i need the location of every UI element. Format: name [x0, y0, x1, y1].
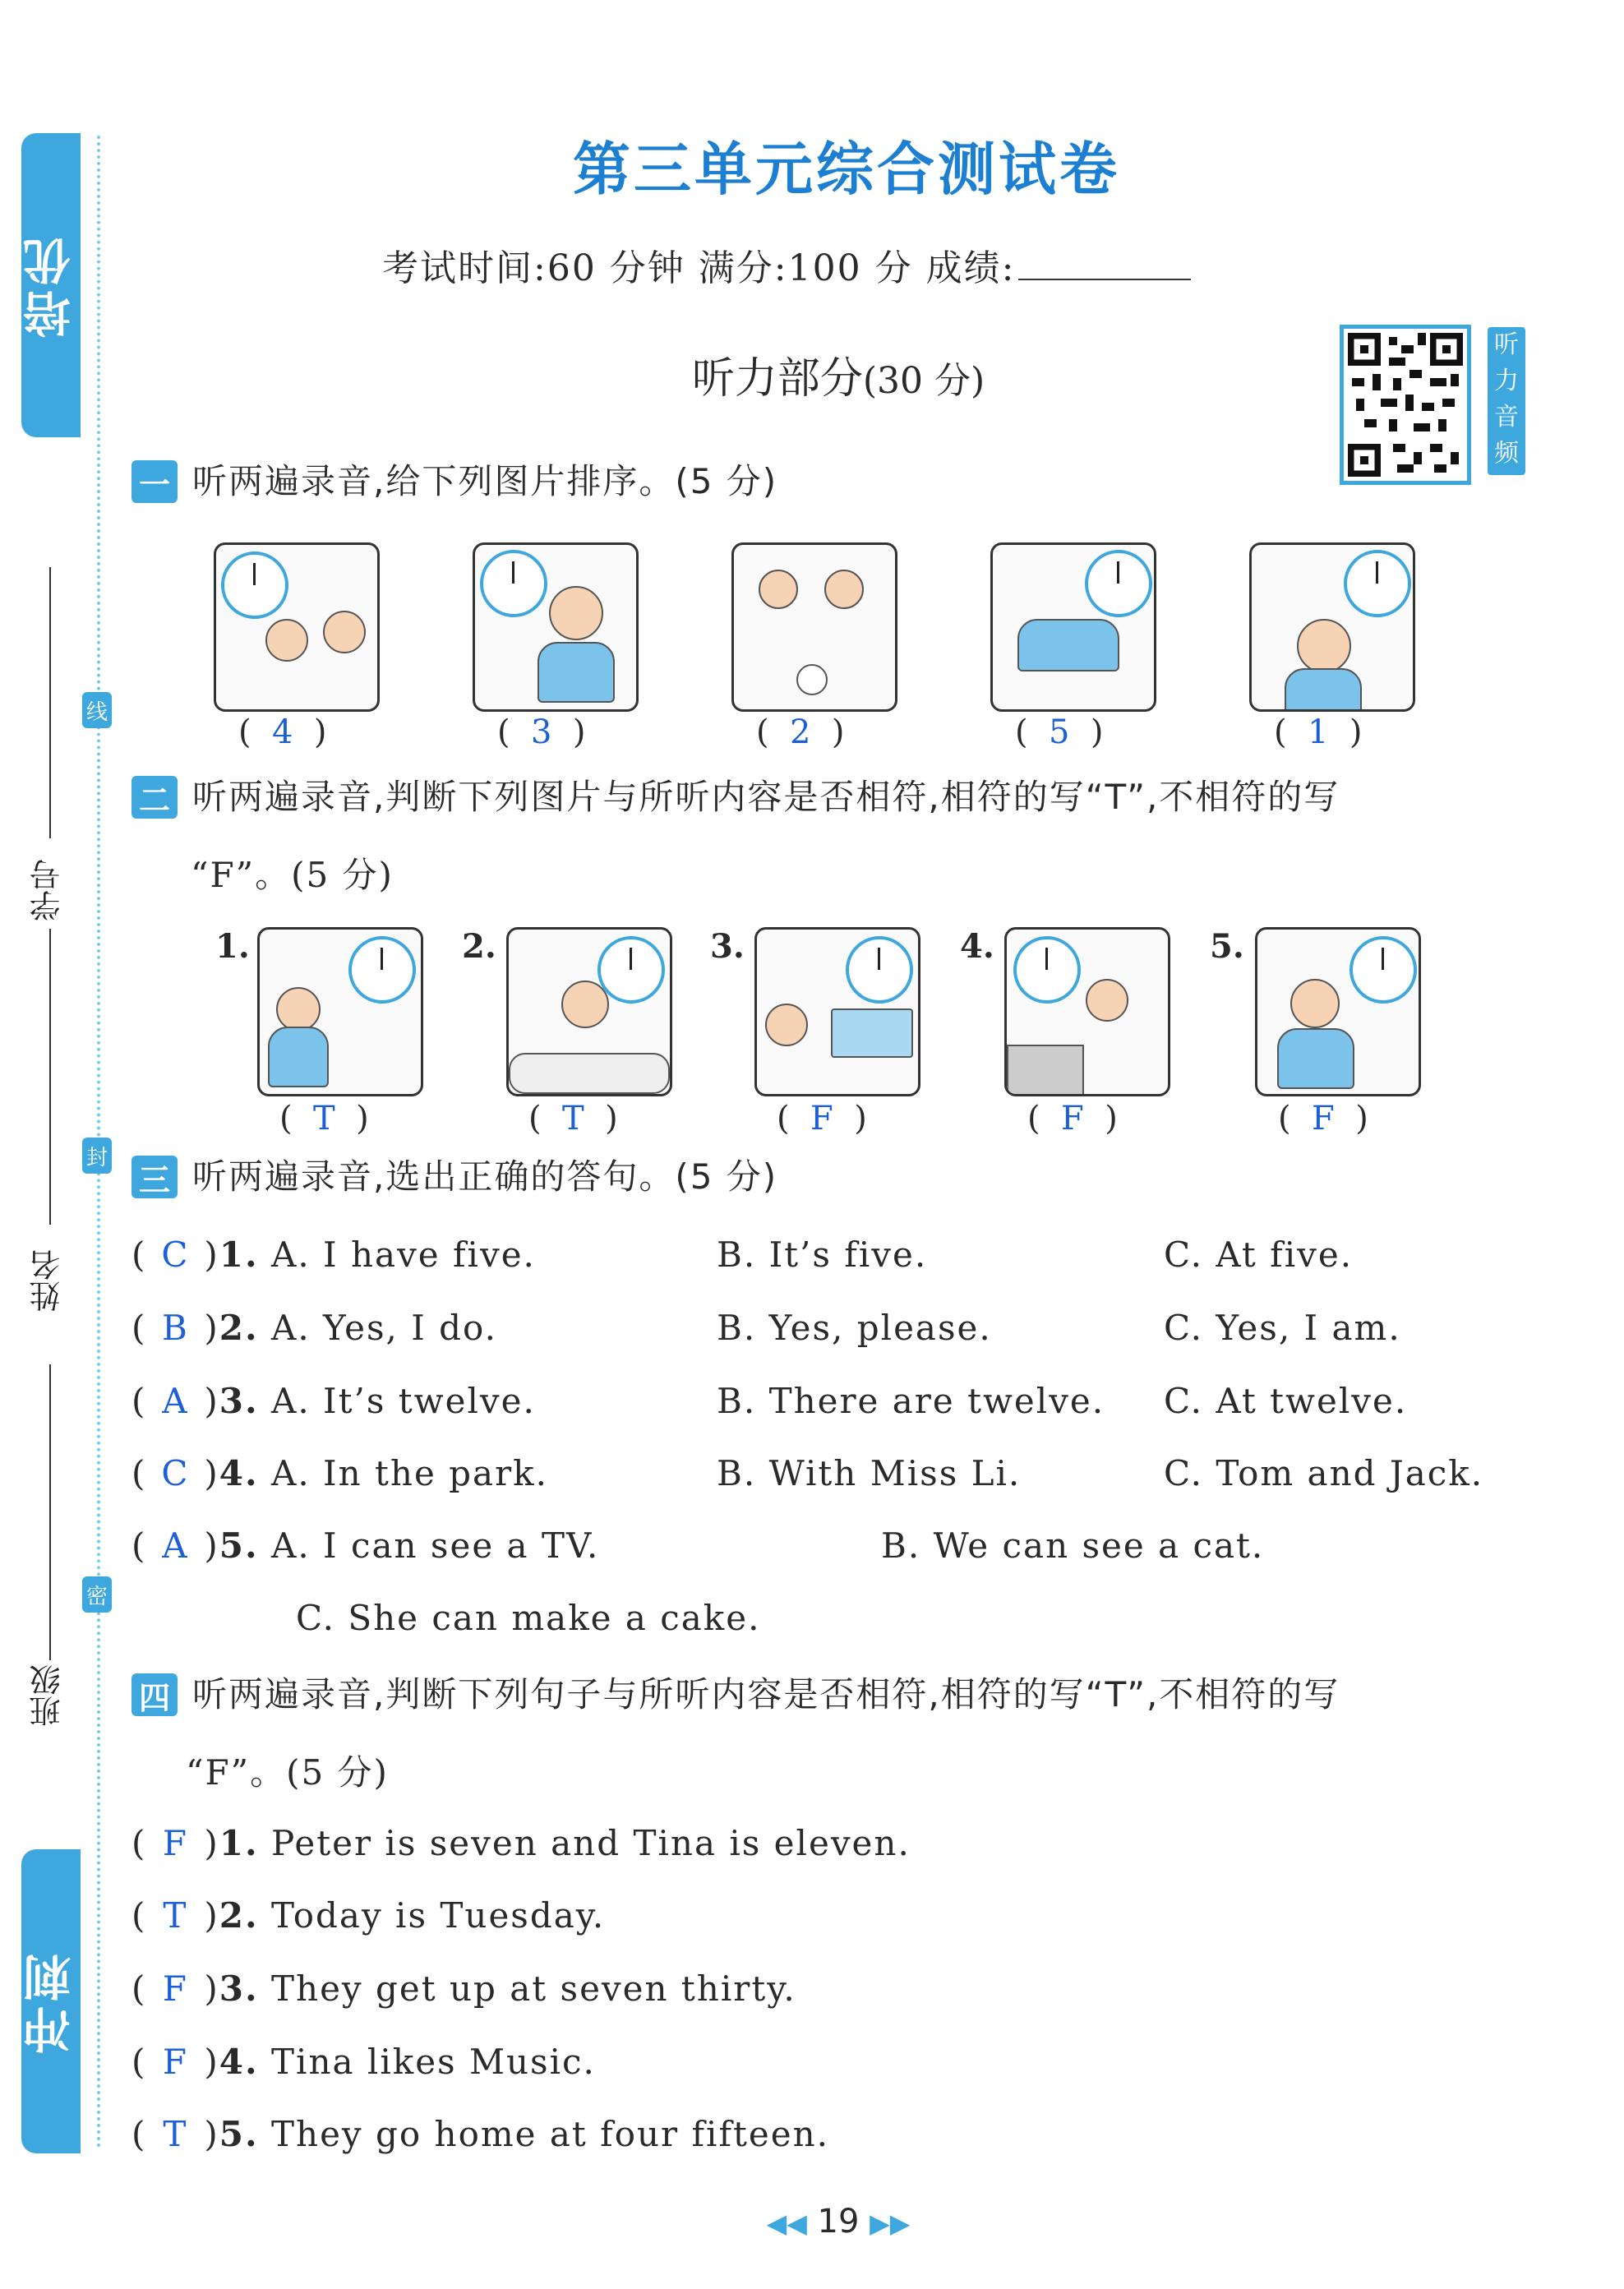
question-number: 1. [219, 1823, 259, 1863]
section-2-header [131, 774, 1340, 820]
page-number [0, 2203, 1624, 2241]
option-a: A. It’s twelve. [271, 1381, 536, 1421]
side-tab-bottom: 冲刺 [21, 1849, 81, 2153]
exam-meta-text: 考试时间:60 分钟 满分:100 分 成绩: [382, 247, 1016, 289]
picture-sleeping [990, 542, 1156, 712]
boy-figure [1297, 619, 1351, 673]
answer-value[interactable]: B [161, 1308, 189, 1348]
clock-icon [1013, 936, 1081, 1004]
boy-figure [549, 586, 603, 640]
answer-value: T [562, 1100, 584, 1138]
answer-value: F [1061, 1100, 1084, 1138]
option-a: A. I have five. [271, 1234, 536, 1275]
answer-value[interactable]: A [162, 1525, 189, 1566]
cut-mark-secret: 密 [82, 1576, 112, 1613]
table [509, 1053, 670, 1094]
answer-value[interactable]: F [162, 1968, 188, 2009]
answer-slot[interactable]: ( 5 ) [1015, 713, 1104, 751]
tv-screen [831, 1008, 913, 1058]
question-row: ( F )3. They get up at seven thirty. [131, 1968, 796, 2009]
qr-label-char: 音 [1494, 403, 1519, 431]
answer-slot[interactable]: ( T ) [528, 1100, 618, 1138]
section-3-instruction: 听两遍录音,选出正确的答句。(5 分) [192, 1156, 778, 1197]
boy-figure [276, 987, 321, 1031]
answer-value: 2 [790, 713, 811, 751]
option-a: A. I can see a TV. [271, 1525, 600, 1566]
picture-label: 2. [462, 927, 496, 966]
option-b: B. There are twelve. [717, 1381, 1105, 1421]
field-line-2 [49, 929, 51, 1225]
answer-slot[interactable]: ( F ) [777, 1100, 867, 1138]
option-c: C. At twelve. [1164, 1381, 1408, 1421]
answer-value[interactable]: A [162, 1381, 189, 1421]
question-row: ( B )2. A. Yes, I do. [131, 1308, 497, 1348]
section-1-instruction: 听两遍录音,给下列图片排序。(5 分) [192, 461, 778, 501]
statement: Tina likes Music. [271, 2042, 596, 2082]
boy-figure [1290, 979, 1340, 1028]
answer-slot[interactable]: ( 1 ) [1274, 713, 1363, 751]
answer-value[interactable]: T [163, 2114, 188, 2154]
question-row: ( A )3. A. It’s twelve. [131, 1381, 536, 1421]
answer-value[interactable]: F [162, 2042, 188, 2082]
boy-figure [824, 570, 864, 609]
picture-homework [473, 542, 639, 712]
section-1-header [131, 459, 777, 505]
clock-icon [1344, 550, 1411, 617]
section-4-instruction: 听两遍录音,判断下列句子与所听内容是否相符,相符的写“T”,不相符的写 [192, 1674, 1340, 1714]
picture-playing-football [1004, 927, 1170, 1096]
question-number: 1. [219, 1234, 259, 1275]
field-student-number: 学号 [30, 859, 66, 921]
qr-code[interactable] [1340, 325, 1471, 485]
field-class: 班级 [30, 1664, 66, 1727]
answer-slot[interactable]: ( 2 ) [756, 713, 845, 751]
boy-figure [765, 1004, 808, 1046]
subhead-points: (30 分) [862, 360, 985, 402]
boy-figure [561, 981, 609, 1028]
section-1-number: 一 [131, 460, 178, 503]
question-number: 2. [219, 1308, 259, 1348]
section-2-number: 二 [131, 776, 178, 819]
question-row: ( T )2. Today is Tuesday. [131, 1895, 606, 1936]
page-number-value: 19 [817, 2203, 860, 2241]
statement: They go home at four fifteen. [271, 2114, 829, 2154]
boy-body [1277, 1028, 1354, 1089]
answer-value: 3 [531, 713, 552, 751]
field-line-3 [49, 1364, 51, 1660]
question-row: ( A )5. A. I can see a TV. [131, 1525, 600, 1566]
boy-body [1285, 668, 1362, 712]
option-c: C. Yes, I am. [1164, 1308, 1401, 1348]
picture-tv [754, 927, 920, 1096]
picture-football [731, 542, 897, 712]
option-b: B. Yes, please. [717, 1308, 992, 1348]
bed-blanket [1017, 619, 1119, 671]
qr-pattern [1344, 329, 1467, 481]
answer-value[interactable]: T [163, 1895, 188, 1936]
answer-value: 5 [1049, 713, 1070, 751]
option-a: A. Yes, I do. [271, 1308, 497, 1348]
boy-figure [1086, 979, 1128, 1022]
option-c: C. She can make a cake. [296, 1598, 761, 1638]
question-number: 4. [219, 2042, 259, 2082]
boy-body [537, 642, 615, 703]
clock-icon [480, 550, 547, 617]
answer-value: 4 [272, 713, 293, 751]
field-name: 姓名 [30, 1249, 66, 1312]
picture-label: 3. [710, 927, 745, 966]
answer-slot[interactable]: ( 3 ) [497, 713, 586, 751]
answer-value: F [810, 1100, 833, 1138]
statement: Peter is seven and Tina is eleven. [271, 1823, 911, 1863]
option-c: C. At five. [1164, 1234, 1354, 1275]
statement: They get up at seven thirty. [271, 1968, 796, 2009]
clock-icon [846, 936, 913, 1004]
option-b: B. We can see a cat. [881, 1525, 1265, 1566]
question-number: 3. [219, 1968, 259, 2009]
question-row: ( C )4. A. In the park. [131, 1453, 548, 1493]
question-number: 4. [219, 1453, 259, 1493]
option-c: C. Tom and Jack. [1164, 1453, 1484, 1493]
picture-getting-up [1255, 927, 1421, 1096]
section-4-number: 四 [131, 1673, 178, 1716]
clock-icon [221, 551, 288, 619]
question-row: ( F )4. Tina likes Music. [131, 2042, 596, 2082]
answer-value[interactable]: C [161, 1453, 190, 1493]
answer-slot[interactable]: ( T ) [279, 1100, 369, 1138]
answer-value[interactable]: C [161, 1234, 190, 1275]
student-figure [265, 619, 308, 662]
question-row: ( F )1. Peter is seven and Tina is eleven. [131, 1823, 911, 1863]
qr-label [1488, 327, 1525, 475]
answer-value: F [1312, 1100, 1335, 1138]
exam-meta [382, 238, 1191, 291]
question-number: 3. [219, 1381, 259, 1421]
page-title: 第三单元综合测试卷 [573, 136, 1120, 203]
answer-value: 1 [1308, 713, 1329, 751]
ball-icon [796, 664, 828, 695]
question-row: ( T )5. They go home at four fifteen. [131, 2114, 829, 2154]
section-3-header [131, 1154, 777, 1200]
qr-label-char: 听 [1494, 330, 1519, 359]
picture-label: 1. [215, 927, 250, 966]
goal-net [1007, 1045, 1084, 1096]
section-3-number: 三 [131, 1156, 178, 1198]
picture-dinner [506, 927, 672, 1096]
student-figure [323, 611, 366, 653]
clock-icon [1085, 550, 1152, 617]
section-2-instruction-cont: “F”。(5 分) [191, 855, 394, 895]
picture-label: 4. [960, 927, 994, 966]
answer-slot[interactable]: ( 4 ) [238, 713, 327, 751]
cut-mark-line: 线 [82, 692, 112, 728]
question-row: ( C )1. A. I have five. [131, 1234, 536, 1275]
answer-slot[interactable]: ( F ) [1027, 1100, 1118, 1138]
answer-slot[interactable]: ( F ) [1278, 1100, 1368, 1138]
clock-icon [597, 936, 665, 1004]
side-tab-top: 培优 [21, 133, 81, 437]
cut-mark-seal: 封 [82, 1138, 112, 1174]
answer-value: T [313, 1100, 335, 1138]
section-4-header [131, 1672, 1340, 1718]
question-number: 5. [219, 2114, 259, 2154]
boy-figure [759, 570, 798, 609]
statement: Today is Tuesday. [271, 1895, 606, 1936]
question-number: 2. [219, 1895, 259, 1936]
section-4-instruction-cont: “F”。(5 分) [186, 1752, 389, 1793]
score-blank[interactable] [1018, 279, 1191, 280]
option-a: A. In the park. [271, 1453, 548, 1493]
picture-eating [257, 927, 423, 1096]
section-2-instruction: 听两遍录音,判断下列图片与所听内容是否相符,相符的写“T”,不相符的写 [192, 777, 1340, 817]
next-arrows-icon: ▶▶ [870, 2208, 911, 2239]
picture-label: 5. [1210, 927, 1244, 966]
clock-icon [348, 936, 416, 1004]
clock-icon [1349, 936, 1417, 1004]
answer-value[interactable]: F [162, 1823, 188, 1863]
option-b: B. With Miss Li. [717, 1453, 1022, 1493]
question-number: 5. [219, 1525, 259, 1566]
prev-arrows-icon: ◀◀ [766, 2208, 807, 2239]
qr-label-char: 力 [1494, 367, 1519, 395]
boy-body [268, 1027, 329, 1087]
picture-waking-up [1249, 542, 1415, 712]
qr-label-char: 频 [1494, 439, 1519, 468]
field-line-1 [49, 567, 51, 838]
picture-school [214, 542, 380, 712]
option-b: B. It’s five. [717, 1234, 928, 1275]
subhead-text: 听力部分 [691, 354, 863, 404]
